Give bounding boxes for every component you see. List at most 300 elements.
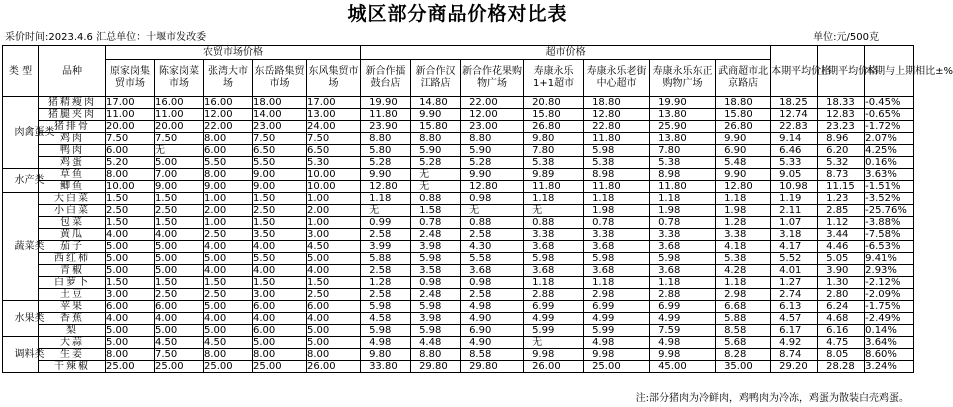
supermarket-price-cell: 3.38 [650, 229, 716, 241]
supermarket-price-cell: 1.18 [716, 193, 771, 205]
supermarket-price-cell: 3.68 [650, 241, 716, 253]
ratio-cell: 3.64% [865, 337, 914, 349]
ratio-cell: -6.53% [865, 241, 914, 253]
ratio-cell: -7.58% [865, 229, 914, 241]
table-row [3, 217, 914, 229]
unit-label: 单位:元/500克 [813, 32, 879, 43]
supermarket-price-cell: 0.99 [361, 217, 411, 229]
supermarket-price-cell: 5.99 [584, 325, 650, 337]
supermarket-price-cell: 5.80 [361, 145, 411, 157]
farm-price-cell: 4.00 [155, 229, 204, 241]
farm-price-cell: 3.00 [106, 289, 155, 301]
supermarket-price-cell: 4.90 [461, 337, 524, 349]
farm-price-cell: 1.50 [253, 277, 307, 289]
item-name: 茄子 [39, 241, 106, 253]
farm-price-cell: 5.00 [106, 265, 155, 277]
supermarket-price-cell: 8.98 [650, 169, 716, 181]
avg-current-cell: 6.13 [771, 301, 818, 313]
supermarket-price-cell: 3.38 [716, 229, 771, 241]
table-row [3, 277, 914, 289]
avg-previous-cell: 4.75 [818, 337, 865, 349]
ratio-cell: 2.93% [865, 265, 914, 277]
farm-price-cell: 6.00 [253, 301, 307, 313]
avg-previous-cell: 1.12 [818, 217, 865, 229]
supermarket-price-cell: 1.18 [524, 277, 584, 289]
farm-price-cell: 5.00 [204, 325, 253, 337]
header-supermarket: 寿康永乐东正购物广场 [650, 60, 716, 97]
header-farm-market: 张湾大市场 [204, 60, 253, 97]
farm-price-cell: 4.00 [106, 229, 155, 241]
avg-previous-cell: 18.33 [818, 97, 865, 109]
farm-price-cell: 13.00 [307, 109, 361, 121]
supermarket-price-cell: 9.98 [524, 349, 584, 361]
avg-current-cell: 5.52 [771, 253, 818, 265]
item-name: 猪腿夹肉 [39, 109, 106, 121]
farm-price-cell: 5.50 [253, 157, 307, 169]
supermarket-price-cell: 3.68 [461, 265, 524, 277]
avg-current-cell: 18.25 [771, 97, 818, 109]
item-name: 苹果 [39, 301, 106, 313]
supermarket-price-cell: 2.98 [716, 289, 771, 301]
farm-price-cell: 5.00 [155, 265, 204, 277]
avg-previous-cell: 4.68 [818, 313, 865, 325]
farm-price-cell: 5.00 [204, 253, 253, 265]
farm-price-cell: 4.00 [253, 313, 307, 325]
supermarket-price-cell: 2.98 [584, 289, 650, 301]
farm-price-cell: 1.50 [155, 193, 204, 205]
category-cell [3, 193, 45, 301]
table-row [3, 265, 914, 277]
supermarket-price-cell: 4.90 [461, 313, 524, 325]
supermarket-price-cell: 1.18 [650, 277, 716, 289]
supermarket-price-cell: 18.80 [584, 97, 650, 109]
supermarket-price-cell: 12.80 [584, 109, 650, 121]
ratio-cell: -25.76% [865, 205, 914, 217]
farm-price-cell: 5.00 [307, 253, 361, 265]
supermarket-price-cell: 23.00 [461, 121, 524, 133]
item-name: 大白菜 [39, 193, 106, 205]
supermarket-price-cell: 7.80 [524, 145, 584, 157]
supermarket-price-cell: 5.98 [361, 301, 411, 313]
supermarket-price-cell: 22.00 [461, 97, 524, 109]
ratio-cell: -0.65% [865, 109, 914, 121]
table-row [3, 109, 914, 121]
avg-current-cell: 1.27 [771, 277, 818, 289]
supermarket-price-cell: 2.48 [411, 229, 461, 241]
table-row [3, 325, 914, 337]
supermarket-price-cell: 0.88 [524, 217, 584, 229]
supermarket-price-cell: 8.80 [461, 133, 524, 145]
supermarket-price-cell: 5.99 [524, 325, 584, 337]
avg-current-cell: 3.18 [771, 229, 818, 241]
supermarket-price-cell: 5.88 [716, 313, 771, 325]
table-row [3, 169, 914, 181]
item-name: 包菜 [39, 217, 106, 229]
avg-current-cell: 1.19 [771, 193, 818, 205]
avg-current-cell: 5.33 [771, 157, 818, 169]
supermarket-price-cell: 4.98 [650, 337, 716, 349]
supermarket-price-cell: 9.89 [524, 169, 584, 181]
supermarket-price-cell: 5.38 [524, 157, 584, 169]
avg-current-cell: 10.98 [771, 181, 818, 193]
supermarket-price-cell: 0.78 [650, 217, 716, 229]
supermarket-price-cell: 3.68 [650, 265, 716, 277]
supermarket-price-cell: 20.80 [524, 97, 584, 109]
supermarket-price-cell: 19.90 [361, 97, 411, 109]
farm-price-cell: 16.00 [155, 97, 204, 109]
farm-price-cell: 5.00 [106, 241, 155, 253]
farm-price-cell: 2.50 [307, 289, 361, 301]
table-row [3, 121, 914, 133]
avg-previous-cell: 1.23 [818, 193, 865, 205]
table-row [3, 337, 914, 349]
farm-price-cell: 1.50 [253, 193, 307, 205]
ratio-cell: 0.16% [865, 157, 914, 169]
supermarket-price-cell: 13.80 [650, 109, 716, 121]
supermarket-price-cell: 22.80 [584, 121, 650, 133]
header-type: 类 型 [3, 46, 39, 97]
farm-price-cell: 1.50 [204, 277, 253, 289]
table-row [3, 157, 914, 169]
supermarket-price-cell: 5.98 [361, 325, 411, 337]
avg-current-cell: 2.11 [771, 205, 818, 217]
table-row [3, 289, 914, 301]
ratio-cell: 3.24% [865, 361, 914, 373]
farm-price-cell: 8.00 [253, 349, 307, 361]
table-row [3, 313, 914, 325]
farm-price-cell: 8.00 [307, 349, 361, 361]
supermarket-price-cell: 9.80 [524, 133, 584, 145]
supermarket-price-cell: 0.88 [461, 217, 524, 229]
farm-price-cell: 8.00 [204, 349, 253, 361]
farm-price-cell: 1.50 [253, 217, 307, 229]
farm-price-cell: 4.50 [204, 337, 253, 349]
farm-price-cell: 2.00 [204, 205, 253, 217]
item-name: 香蕉 [39, 313, 106, 325]
supermarket-price-cell: 2.58 [361, 229, 411, 241]
supermarket-price-cell: 1.18 [650, 193, 716, 205]
category-label: 蔬菜类 [14, 241, 45, 252]
category-cell [3, 337, 45, 373]
avg-previous-cell: 28.28 [818, 361, 865, 373]
farm-price-cell: 25.00 [155, 361, 204, 373]
avg-previous-cell: 5.32 [818, 157, 865, 169]
avg-current-cell: 8.74 [771, 349, 818, 361]
farm-price-cell: 1.50 [106, 217, 155, 229]
price-table [2, 45, 953, 373]
supermarket-price-cell: 1.28 [361, 277, 411, 289]
farm-price-cell: 20.00 [106, 121, 155, 133]
supermarket-price-cell: 0.78 [584, 217, 650, 229]
farm-price-cell: 4.00 [204, 313, 253, 325]
supermarket-price-cell: 3.99 [361, 241, 411, 253]
supermarket-price-cell: 9.90 [361, 169, 411, 181]
supermarket-price-cell: 8.98 [584, 169, 650, 181]
ratio-cell: -1.75% [865, 301, 914, 313]
supermarket-price-cell: 12.80 [461, 181, 524, 193]
avg-current-cell: 4.01 [771, 265, 818, 277]
farm-price-cell: 5.00 [155, 241, 204, 253]
header-supermarket: 武商超市北京路店 [716, 60, 771, 97]
supermarket-price-cell: 9.98 [584, 349, 650, 361]
farm-price-cell: 8.00 [204, 133, 253, 145]
avg-previous-cell: 6.24 [818, 301, 865, 313]
supermarket-price-cell: 2.48 [411, 289, 461, 301]
supermarket-price-cell: 6.99 [650, 301, 716, 313]
supermarket-price-cell: 4.30 [461, 241, 524, 253]
supermarket-price-cell: 2.88 [524, 289, 584, 301]
supermarket-price-cell: 4.28 [716, 265, 771, 277]
farm-price-cell: 7.50 [155, 349, 204, 361]
header-supermarket: 寿康永乐老街中心超市 [584, 60, 650, 97]
avg-previous-cell: 12.83 [818, 109, 865, 121]
avg-previous-cell: 8.73 [818, 169, 865, 181]
avg-previous-cell: 1.30 [818, 277, 865, 289]
category-label: 水产类 [14, 175, 45, 186]
farm-price-cell: 5.00 [106, 253, 155, 265]
supermarket-price-cell: 6.99 [524, 301, 584, 313]
supermarket-price-cell: 5.98 [411, 253, 461, 265]
avg-previous-cell: 11.15 [818, 181, 865, 193]
farm-price-cell: 5.00 [307, 325, 361, 337]
farm-price-cell: 6.00 [106, 145, 155, 157]
farm-price-cell: 5.50 [253, 253, 307, 265]
ratio-cell: 4.25% [865, 145, 914, 157]
category-label: 水果类 [14, 313, 45, 324]
supermarket-price-cell: 4.58 [361, 313, 411, 325]
item-name: 生姜 [39, 349, 106, 361]
supermarket-price-cell: 9.98 [650, 349, 716, 361]
supermarket-price-cell: 1.18 [584, 277, 650, 289]
farm-price-cell: 5.00 [106, 337, 155, 349]
supermarket-price-cell: 3.68 [584, 241, 650, 253]
avg-current-cell: 6.17 [771, 325, 818, 337]
item-name: 鸡蛋 [39, 157, 106, 169]
table-row [3, 349, 914, 361]
avg-previous-cell: 8.05 [818, 349, 865, 361]
supermarket-price-cell: 8.58 [461, 349, 524, 361]
header-avg-current: 本期平均价格 [771, 46, 818, 97]
farm-price-cell: 25.00 [204, 361, 253, 373]
farm-price-cell: 4.00 [253, 265, 307, 277]
supermarket-price-cell: 1.18 [524, 193, 584, 205]
ratio-cell: -1.72% [865, 121, 914, 133]
supermarket-price-cell: 1.98 [716, 205, 771, 217]
supermarket-price-cell: 5.98 [584, 145, 650, 157]
supermarket-price-cell: 9.90 [716, 133, 771, 145]
farm-price-cell: 4.00 [307, 313, 361, 325]
supermarket-price-cell: 5.28 [361, 157, 411, 169]
supermarket-price-cell: 33.80 [361, 361, 411, 373]
farm-price-cell: 22.00 [204, 121, 253, 133]
farm-price-cell: 9.00 [204, 181, 253, 193]
supermarket-price-cell: 9.90 [461, 169, 524, 181]
farm-price-cell: 6.00 [155, 301, 204, 313]
farm-price-cell: 4.00 [204, 265, 253, 277]
supermarket-price-cell: 3.68 [524, 265, 584, 277]
supermarket-price-cell: 4.99 [584, 313, 650, 325]
supermarket-price-cell: 9.90 [716, 169, 771, 181]
supermarket-price-cell: 11.80 [650, 181, 716, 193]
item-name: 鲫鱼 [39, 181, 106, 193]
supermarket-price-cell: 5.48 [716, 157, 771, 169]
ratio-cell: -2.09% [865, 289, 914, 301]
supermarket-price-cell: 4.99 [650, 313, 716, 325]
supermarket-price-cell: 29.80 [461, 361, 524, 373]
supermarket-price-cell: 11.80 [584, 133, 650, 145]
farm-price-cell: 5.30 [307, 157, 361, 169]
supermarket-price-cell: 3.68 [524, 241, 584, 253]
supermarket-price-cell: 13.80 [650, 133, 716, 145]
farm-price-cell: 18.00 [253, 97, 307, 109]
farm-price-cell: 2.50 [106, 205, 155, 217]
supermarket-price-cell: 14.80 [411, 97, 461, 109]
item-name: 大蒜 [39, 337, 106, 349]
farm-price-cell: 10.00 [307, 169, 361, 181]
farm-price-cell: 6.50 [253, 145, 307, 157]
avg-current-cell: 4.92 [771, 337, 818, 349]
table-row [3, 193, 914, 205]
supermarket-price-cell: 5.90 [411, 145, 461, 157]
ratio-cell: -1.51% [865, 181, 914, 193]
supermarket-price-cell: 2.88 [650, 289, 716, 301]
supermarket-price-cell: 18.80 [716, 97, 771, 109]
supermarket-price-cell: 26.80 [524, 121, 584, 133]
supermarket-price-cell: 15.80 [524, 109, 584, 121]
header-avg-previous: 上期平均价格 [818, 46, 865, 97]
supermarket-price-cell: 4.48 [411, 337, 461, 349]
item-name: 黄瓜 [39, 229, 106, 241]
supermarket-price-cell: 3.98 [411, 241, 461, 253]
item-name: 猪精瘦肉 [39, 97, 106, 109]
farm-price-cell: 20.00 [155, 121, 204, 133]
farm-price-cell: 4.00 [253, 241, 307, 253]
table-row [3, 97, 914, 109]
supermarket-price-cell: 1.98 [650, 205, 716, 217]
avg-current-cell: 4.17 [771, 241, 818, 253]
supermarket-price-cell: 2.58 [461, 229, 524, 241]
supermarket-price-cell: 12.80 [361, 181, 411, 193]
supermarket-price-cell: 5.98 [411, 325, 461, 337]
table-row [3, 145, 914, 157]
avg-previous-cell: 2.80 [818, 289, 865, 301]
ratio-cell: 2.07% [865, 133, 914, 145]
ratio-cell: 9.41% [865, 253, 914, 265]
supermarket-price-cell: 4.98 [361, 337, 411, 349]
avg-current-cell: 2.74 [771, 289, 818, 301]
farm-price-cell: 2.00 [307, 205, 361, 217]
farm-price-cell: 9.00 [253, 169, 307, 181]
supermarket-price-cell: 1.18 [716, 277, 771, 289]
farm-price-cell: 1.50 [155, 277, 204, 289]
supermarket-price-cell: 3.58 [411, 265, 461, 277]
supermarket-price-cell: 6.68 [716, 301, 771, 313]
table-row [3, 301, 914, 313]
supermarket-price-cell: 无 [411, 181, 461, 193]
supermarket-price-cell: 9.80 [361, 349, 411, 361]
avg-previous-cell: 3.44 [818, 229, 865, 241]
supermarket-price-cell: 3.98 [411, 313, 461, 325]
supermarket-price-cell: 23.90 [361, 121, 411, 133]
farm-price-cell: 8.00 [106, 349, 155, 361]
supermarket-price-cell: 4.98 [584, 337, 650, 349]
farm-price-cell: 3.00 [253, 289, 307, 301]
supermarket-price-cell: 3.68 [584, 265, 650, 277]
farm-price-cell: 4.00 [155, 313, 204, 325]
table-row [3, 361, 914, 373]
farm-price-cell: 9.00 [253, 181, 307, 193]
farm-price-cell: 1.00 [307, 217, 361, 229]
item-name: 猪排骨 [39, 121, 106, 133]
farm-price-cell: 2.50 [155, 205, 204, 217]
farm-price-cell: 9.00 [155, 181, 204, 193]
avg-current-cell: 1.07 [771, 217, 818, 229]
avg-previous-cell: 5.05 [818, 253, 865, 265]
avg-current-cell: 4.57 [771, 313, 818, 325]
supermarket-price-cell: 2.58 [461, 289, 524, 301]
supermarket-price-cell: 5.98 [650, 253, 716, 265]
supermarket-price-cell: 5.28 [411, 157, 461, 169]
farm-price-cell: 5.00 [155, 157, 204, 169]
farm-price-cell: 25.00 [106, 361, 155, 373]
farm-price-cell: 5.00 [155, 325, 204, 337]
farm-price-cell: 5.00 [106, 325, 155, 337]
header-supermarket: 新合作汉江路店 [411, 60, 461, 97]
farm-price-cell: 12.00 [204, 109, 253, 121]
farm-price-cell: 8.00 [204, 169, 253, 181]
supermarket-price-cell: 4.98 [461, 301, 524, 313]
farm-price-cell: 1.50 [106, 277, 155, 289]
header-supermarket: 新合作擂鼓台店 [361, 60, 411, 97]
supermarket-price-cell: 8.28 [716, 349, 771, 361]
farm-price-cell: 无 [155, 145, 204, 157]
header-farm-market: 东岳路集贸市场 [253, 60, 307, 97]
supermarket-price-cell: 无 [361, 205, 411, 217]
farm-price-cell: 6.00 [204, 145, 253, 157]
supermarket-price-cell: 4.99 [524, 313, 584, 325]
supermarket-price-cell: 7.80 [650, 145, 716, 157]
farm-price-cell: 7.50 [307, 133, 361, 145]
farm-price-cell: 3.50 [253, 229, 307, 241]
item-name: 西红柿 [39, 253, 106, 265]
supermarket-price-cell: 11.80 [524, 181, 584, 193]
supermarket-price-cell: 0.88 [411, 193, 461, 205]
supermarket-price-cell: 1.98 [584, 205, 650, 217]
ratio-cell: -0.45% [865, 97, 914, 109]
header-item: 品种 [39, 46, 106, 97]
ratio-cell: 3.63% [865, 169, 914, 181]
supermarket-price-cell: 0.98 [461, 193, 524, 205]
farm-price-cell: 5.50 [204, 157, 253, 169]
farm-price-cell: 2.50 [253, 205, 307, 217]
supermarket-price-cell: 1.18 [584, 193, 650, 205]
supermarket-price-cell: 11.80 [361, 109, 411, 121]
header-farm-group: 农贸市场价格 [106, 46, 361, 60]
farm-price-cell: 1.50 [155, 217, 204, 229]
farm-price-cell: 2.50 [204, 289, 253, 301]
header-supermarket: 新合作花果购物广场 [461, 60, 524, 97]
farm-price-cell: 5.20 [106, 157, 155, 169]
supermarket-price-cell: 3.38 [584, 229, 650, 241]
supermarket-price-cell: 无 [461, 205, 524, 217]
supermarket-price-cell: 5.98 [584, 253, 650, 265]
table-row [3, 181, 914, 193]
supermarket-price-cell: 6.99 [584, 301, 650, 313]
item-name: 梨 [39, 325, 106, 337]
table-row [3, 229, 914, 241]
footnote: 注:部分猪肉为冷鲜肉，鸡鸭肉为冷冻，鸡蛋为散装白壳鸡蛋。 [635, 393, 909, 404]
farm-price-cell: 1.00 [307, 193, 361, 205]
